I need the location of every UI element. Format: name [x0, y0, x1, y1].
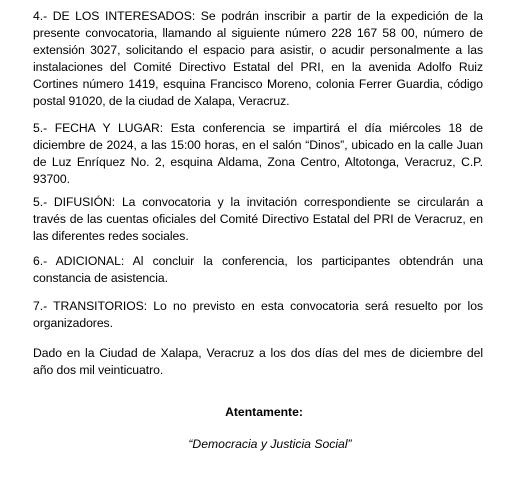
paragraph-dado-en: Dado en la Ciudad de Xalapa, Veracruz a los dos días del mes de diciembre del año dos mil veinticuatro. [33, 346, 483, 377]
paragraph-interesados: 4.- DE LOS INTERESADOS: Se podrán inscribir a partir de la expedición de la presente convocatoria, llamando al siguiente número 228 167 58 00, número de extensión 3027, solicitando el espacio para asistir, o acudir personalmente a las instalaciones del Comité Directivo Estatal del PRI, en la avenida Adolfo Ruiz Cortines número 1419, esquina Francisco Moreno, colonia Ferrer Guardia, código postal 91020, de la ciudad de Xalapa, Veracruz. [33, 9, 483, 108]
paragraph-difusion: 5.- DIFUSIÓN: La convocatoria y la invitación correspondiente se circularán a través de las cuentas oficiales del Comité Directivo Estatal del PRI de Veracruz, en las diferentes redes sociales. [33, 195, 483, 243]
paragraph-fecha-lugar: 5.- FECHA Y LUGAR: Esta conferencia se impartirá el día miércoles 18 de diciembre de 2024, a las 15:00 horas, en el salón “Dinos”, ubicado en la calle Juan de Luz Enríquez No. 2, esquina Aldama, Zona Centro, Altotonga, Veracruz, C.P. 93700. [33, 121, 483, 186]
motto: “Democracia y Justicia Social” [188, 437, 352, 451]
paragraph-adicional: 6.- ADICIONAL: Al concluir la conferencia, los participantes obtendrán una constancia de asistencia. [33, 254, 483, 285]
paragraph-transitorios: 7.- TRANSITORIOS: Lo no previsto en esta convocatoria será resuelto por los organizadores. [33, 299, 483, 330]
closing-atentamente: Atentamente: [225, 405, 303, 419]
